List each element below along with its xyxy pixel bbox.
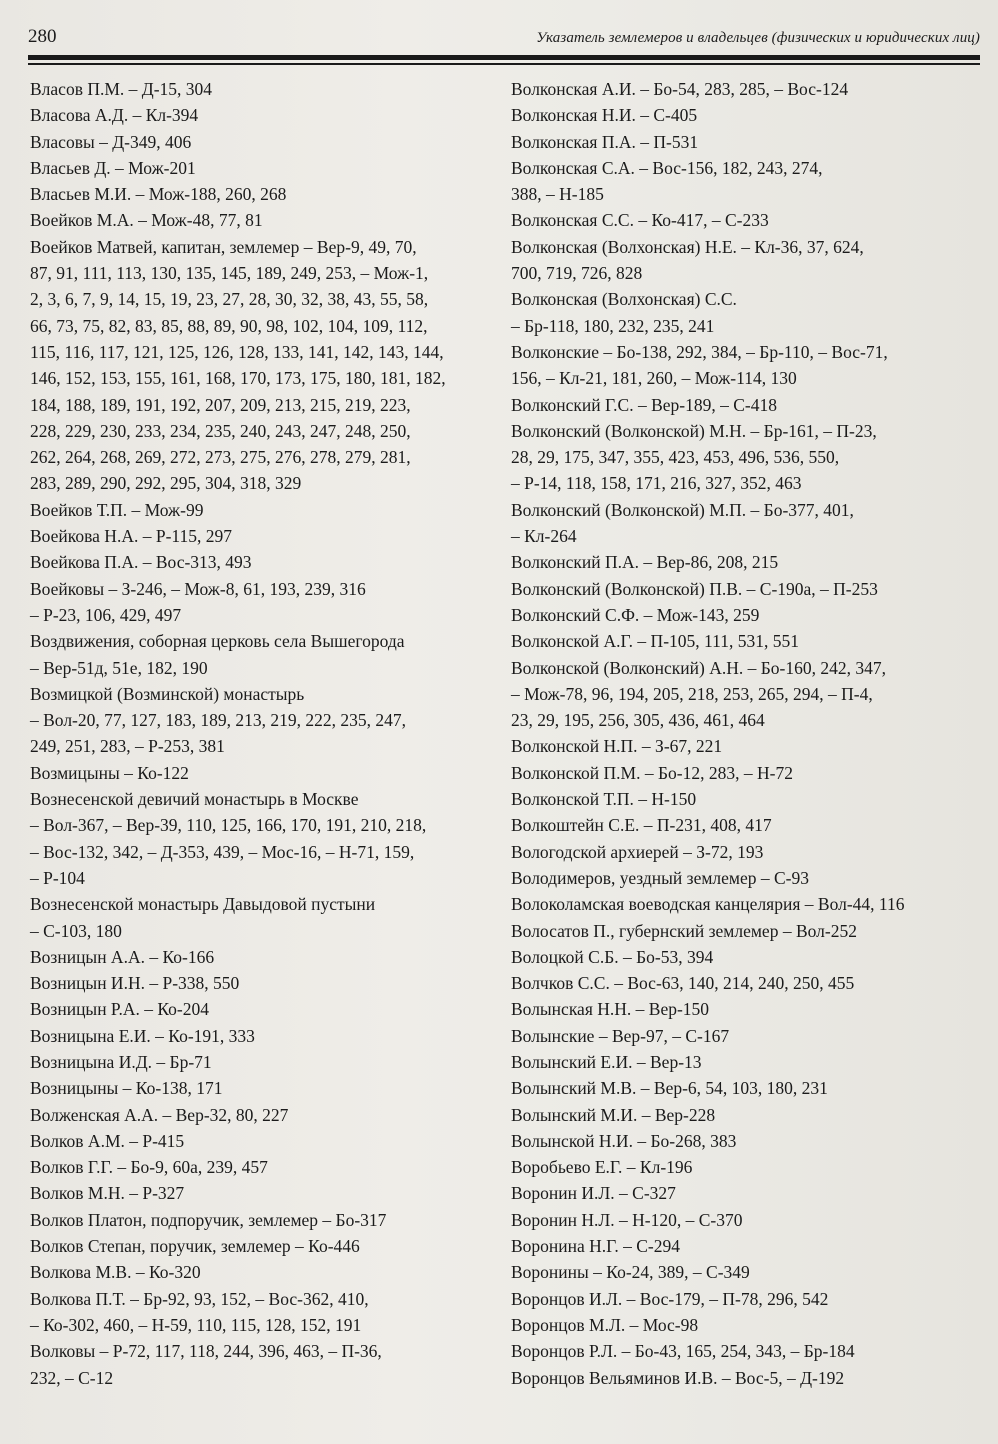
entry-line: Власова А.Д. – Кл-394 <box>30 105 199 126</box>
index-entry <box>30 129 492 155</box>
entry-line: – Р-104 <box>30 867 85 888</box>
index-entry <box>30 786 492 891</box>
entry-line: 115, 116, 117, 121, 125, 126, 128, 133, 141, 142, 143, 144, <box>30 341 444 362</box>
entry-line: Волконская (Волхонская) С.С. <box>511 289 737 310</box>
entry-line: Волконский Г.С. – Вер-189, – С-418 <box>511 394 777 415</box>
index-entry <box>30 207 492 233</box>
index-entry <box>511 891 979 917</box>
entry-line: Воейкова П.А. – Вос-313, 493 <box>30 552 252 573</box>
entry-line: Волынская Н.Н. – Вер-150 <box>511 999 710 1020</box>
index-entry <box>30 102 492 128</box>
entry-line: Власьев Д. – Мож-201 <box>30 157 196 178</box>
index-entry <box>30 1049 492 1075</box>
entry-line: Волконская С.А. – Вос-156, 182, 243, 274, <box>511 157 823 178</box>
entry-line: – Мож-78, 96, 194, 205, 218, 253, 265, 294, – П-4, <box>511 683 873 704</box>
index-entry <box>30 760 492 786</box>
entry-line: Волкоштейн С.Е. – П-231, 408, 417 <box>511 815 772 836</box>
entry-line: Волков М.Н. – Р-327 <box>30 1183 185 1204</box>
entry-line: Волчков С.С. – Вос-63, 140, 214, 240, 250, 455 <box>511 973 855 994</box>
index-entry <box>30 181 492 207</box>
entry-line: Волковы – Р-72, 117, 118, 244, 396, 463, – П-36, <box>30 1341 382 1362</box>
entry-line: Волконский (Волконской) П.В. – С-190а, – П-253 <box>511 578 878 599</box>
entry-line: Волкова П.Т. – Бр-92, 93, 152, – Вос-362, 410, <box>30 1288 369 1309</box>
index-entry <box>30 681 492 760</box>
index-entry <box>511 655 979 734</box>
entry-line: 232, – С-12 <box>30 1367 114 1388</box>
index-entry <box>511 76 979 102</box>
entry-line: Воронцов М.Л. – Мос-98 <box>511 1314 699 1335</box>
page-header <box>28 22 980 58</box>
index-entry <box>511 1365 979 1391</box>
entry-line: Волынские – Вер-97, – С-167 <box>511 1025 730 1046</box>
entry-line: – С-103, 180 <box>30 920 122 941</box>
index-entry <box>511 865 979 891</box>
entry-line: – Вер-51д, 51е, 182, 190 <box>30 657 208 678</box>
index-entry <box>511 812 979 838</box>
index-entry <box>30 628 492 681</box>
entry-line: 2, 3, 6, 7, 9, 14, 15, 19, 23, 27, 28, 30, 32, 38, 43, 55, 58, <box>30 289 429 310</box>
entry-line: Возницыны – Ко-138, 171 <box>30 1078 223 1099</box>
entry-line: Возмицкой (Возминской) монастырь <box>30 683 305 704</box>
entry-line: 87, 91, 111, 113, 130, 135, 145, 189, 249, 253, – Мож-1, <box>30 263 429 284</box>
header-rule-thick <box>28 55 980 60</box>
entry-line: Возницына И.Д. – Бр-71 <box>30 1051 212 1072</box>
index-entry <box>511 733 979 759</box>
entry-line: – Вол-367, – Вер-39, 110, 125, 166, 170, 191, 210, 218, <box>30 815 427 836</box>
entry-line: Волконская А.И. – Бо-54, 283, 285, – Вос-124 <box>511 79 849 99</box>
index-entry <box>511 970 979 996</box>
entry-line: – Бр-118, 180, 232, 235, 241 <box>511 315 715 336</box>
entry-line: Волконской Н.П. – З-67, 221 <box>511 736 723 757</box>
entry-line: Власьев М.И. – Мож-188, 260, 268 <box>30 184 287 205</box>
index-entry <box>511 392 979 418</box>
index-entry <box>30 1233 492 1259</box>
entry-line: – Р-14, 118, 158, 171, 216, 327, 352, 463 <box>511 473 802 494</box>
entry-line: 184, 188, 189, 191, 192, 207, 209, 213, 215, 219, 223, <box>30 394 411 415</box>
entry-line: Волженская А.А. – Вер-32, 80, 227 <box>30 1104 289 1125</box>
index-entry <box>511 1049 979 1075</box>
index-entry <box>30 996 492 1022</box>
running-title: Указатель землемеров и владельцев (физических и юридических лиц) <box>536 30 980 46</box>
entry-line: Волконская Н.И. – С-405 <box>511 105 698 126</box>
entry-line: Волконской Т.П. – Н-150 <box>511 789 697 810</box>
entry-line: – Вол-20, 77, 127, 183, 189, 213, 219, 222, 235, 247, <box>30 710 407 731</box>
index-entry <box>511 1102 979 1128</box>
entry-line: Волынский М.В. – Вер-6, 54, 103, 180, 231 <box>511 1078 828 1099</box>
entry-line: – Кл-264 <box>511 526 577 547</box>
entry-line: 249, 251, 283, – Р-253, 381 <box>30 736 225 757</box>
index-entry <box>511 1338 979 1364</box>
index-entry <box>30 1259 492 1285</box>
entry-line: Волкова М.В. – Ко-320 <box>30 1262 201 1283</box>
entry-line: – Вос-132, 342, – Д-353, 439, – Мос-16, – Н-71, 159, <box>30 841 415 862</box>
index-entry <box>511 1154 979 1180</box>
entry-line: Воронцов И.Л. – Вос-179, – П-78, 296, 542 <box>511 1288 829 1309</box>
entry-line: Возницын И.Н. – Р-338, 550 <box>30 973 240 994</box>
page-number: 280 <box>28 26 57 47</box>
entry-line: Воронцов Вельяминов И.В. – Вос-5, – Д-192 <box>511 1367 845 1388</box>
index-entry <box>511 234 979 287</box>
entry-line: Волконской А.Г. – П-105, 111, 531, 551 <box>511 631 799 652</box>
entry-line: Воздвижения, соборная церковь села Вышегорода <box>30 631 405 652</box>
entry-line: Волынской Н.И. – Бо-268, 383 <box>511 1130 737 1151</box>
index-entry <box>30 1338 492 1391</box>
entry-line: Воронин И.Л. – С-327 <box>511 1183 676 1204</box>
index-entry <box>30 576 492 629</box>
index-entry <box>30 1207 492 1233</box>
entry-line: Волынский М.И. – Вер-228 <box>511 1104 716 1125</box>
entry-line: Воронцов Р.Л. – Бо-43, 165, 254, 343, – Бр-184 <box>511 1341 855 1362</box>
index-entry <box>511 1286 979 1312</box>
index-entry <box>30 1128 492 1154</box>
entry-line: Возмицыны – Ко-122 <box>30 762 189 783</box>
index-entry <box>30 970 492 996</box>
index-entry <box>511 996 979 1022</box>
index-entry <box>30 523 492 549</box>
index-entry <box>30 549 492 575</box>
entry-line: Вознесенской монастырь Давыдовой пустыни <box>30 894 376 915</box>
index-entry <box>30 1154 492 1180</box>
index-entry <box>511 1233 979 1259</box>
header-rule-thin <box>28 63 980 65</box>
index-entry <box>511 576 979 602</box>
index-entry <box>511 786 979 812</box>
entry-line: – Ко-302, 460, – Н-59, 110, 115, 128, 152, 191 <box>30 1314 362 1335</box>
index-entry <box>511 602 979 628</box>
index-entry <box>511 339 979 392</box>
entry-line: Воронина Н.Г. – С-294 <box>511 1236 680 1257</box>
index-entry <box>30 1102 492 1128</box>
entry-line: Волконский (Волконской) М.П. – Бо-377, 401, <box>511 499 854 520</box>
index-entry <box>511 944 979 970</box>
entry-line: Волоколамская воеводская канцелярия – Вол-44, 116 <box>511 894 905 915</box>
entry-line: Волконский С.Ф. – Мож-143, 259 <box>511 604 760 625</box>
entry-line: Волконские – Бо-138, 292, 384, – Бр-110, – Вос-71, <box>511 341 888 362</box>
entry-line: 388, – Н-185 <box>511 184 604 205</box>
entry-line: 156, – Кл-21, 181, 260, – Мож-114, 130 <box>511 368 797 389</box>
index-entry <box>511 760 979 786</box>
entry-line: 146, 152, 153, 155, 161, 168, 170, 173, 175, 180, 181, 182, <box>30 368 446 389</box>
entry-line: Волков Г.Г. – Бо-9, 60а, 239, 457 <box>30 1157 268 1178</box>
entry-line: 283, 289, 290, 292, 295, 304, 318, 329 <box>30 473 302 494</box>
index-entry <box>30 891 492 944</box>
entry-line: Вознесенской девичий монастырь в Москве <box>30 789 359 810</box>
entry-line: – Р-23, 106, 429, 497 <box>30 604 182 625</box>
entry-line: Волконский (Волконской) М.Н. – Бр-161, – П-23, <box>511 420 877 441</box>
index-entry <box>511 497 979 550</box>
entry-line: 228, 229, 230, 233, 234, 235, 240, 243, 247, 248, 250, <box>30 420 411 441</box>
entry-line: 700, 719, 726, 828 <box>511 263 643 284</box>
index-entry <box>30 1075 492 1101</box>
entry-line: 66, 73, 75, 82, 83, 85, 88, 89, 90, 98, 102, 104, 109, 112, <box>30 315 428 336</box>
index-entry <box>511 1075 979 1101</box>
index-entry <box>30 1180 492 1206</box>
index-entry <box>511 1259 979 1285</box>
index-entry <box>511 418 979 497</box>
index-entry <box>30 234 492 497</box>
entry-line: Возницын Р.А. – Ко-204 <box>30 999 209 1020</box>
entry-line: Власов П.М. – Д-15, 304 <box>30 79 213 99</box>
entry-line: Волоцкой С.Б. – Бо-53, 394 <box>511 946 714 967</box>
entry-line: Возницын А.А. – Ко-166 <box>30 946 215 967</box>
entry-line: Возницына Е.И. – Ко-191, 333 <box>30 1025 255 1046</box>
index-entry <box>511 628 979 654</box>
index-entry <box>511 839 979 865</box>
index-entry <box>30 155 492 181</box>
index-entry <box>511 1180 979 1206</box>
index-entry <box>511 1207 979 1233</box>
index-entry <box>511 207 979 233</box>
index-entry <box>30 1286 492 1339</box>
entry-line: Воейковы – З-246, – Мож-8, 61, 193, 239, 316 <box>30 578 366 599</box>
entry-line: Власовы – Д-349, 406 <box>30 131 192 152</box>
index-entry <box>30 497 492 523</box>
right-column <box>511 76 979 1391</box>
entry-line: Волков Платон, подпоручик, землемер – Бо-317 <box>30 1209 387 1230</box>
entry-line: 28, 29, 175, 347, 355, 423, 453, 496, 536, 550, <box>511 447 840 468</box>
entry-line: Володимеров, уездный землемер – С-93 <box>511 867 810 888</box>
entry-line: Воейков Матвей, капитан, землемер – Вер-9, 49, 70, <box>30 236 417 257</box>
index-entry <box>511 1128 979 1154</box>
entry-line: 23, 29, 195, 256, 305, 436, 461, 464 <box>511 710 765 731</box>
entry-line: Воейков М.А. – Мож-48, 77, 81 <box>30 210 263 231</box>
index-entry <box>30 944 492 970</box>
entry-line: Воронин Н.Л. – Н-120, – С-370 <box>511 1209 743 1230</box>
index-entry <box>511 129 979 155</box>
index-entry <box>30 1023 492 1049</box>
left-column <box>30 76 492 1391</box>
index-entry <box>511 155 979 208</box>
entry-line: Волконская С.С. – Ко-417, – С-233 <box>511 210 769 231</box>
entry-line: 262, 264, 268, 269, 272, 273, 275, 276, 278, 279, 281, <box>30 447 411 468</box>
index-entry <box>511 286 979 339</box>
entry-line: Воробьево Е.Г. – Кл-196 <box>511 1157 693 1178</box>
entry-line: Воронины – Ко-24, 389, – С-349 <box>511 1262 750 1283</box>
index-entry <box>511 1312 979 1338</box>
entry-line: Воейков Т.П. – Мож-99 <box>30 499 204 520</box>
entry-line: Волконская (Волхонская) Н.Е. – Кл-36, 37, 624, <box>511 236 864 257</box>
entry-line: Воейкова Н.А. – Р-115, 297 <box>30 526 232 547</box>
entry-line: Волосатов П., губернский землемер – Вол-252 <box>511 920 857 941</box>
entry-line: Волконской П.М. – Бо-12, 283, – Н-72 <box>511 762 793 783</box>
entry-line: Волков А.М. – Р-415 <box>30 1130 185 1151</box>
entry-line: Волков Степан, поручик, землемер – Ко-446 <box>30 1236 360 1257</box>
entry-line: Волконской (Волконский) А.Н. – Бо-160, 242, 347, <box>511 657 886 678</box>
entry-line: Волынский Е.И. – Вер-13 <box>511 1051 702 1072</box>
index-entry <box>511 549 979 575</box>
entry-line: Волконская П.А. – П-531 <box>511 131 699 152</box>
entry-line: Вологодской архиерей – З-72, 193 <box>511 841 764 862</box>
entry-line: Волконский П.А. – Вер-86, 208, 215 <box>511 552 779 573</box>
index-entry <box>511 102 979 128</box>
index-entry <box>511 1023 979 1049</box>
index-entry <box>511 918 979 944</box>
index-entry <box>30 76 492 102</box>
